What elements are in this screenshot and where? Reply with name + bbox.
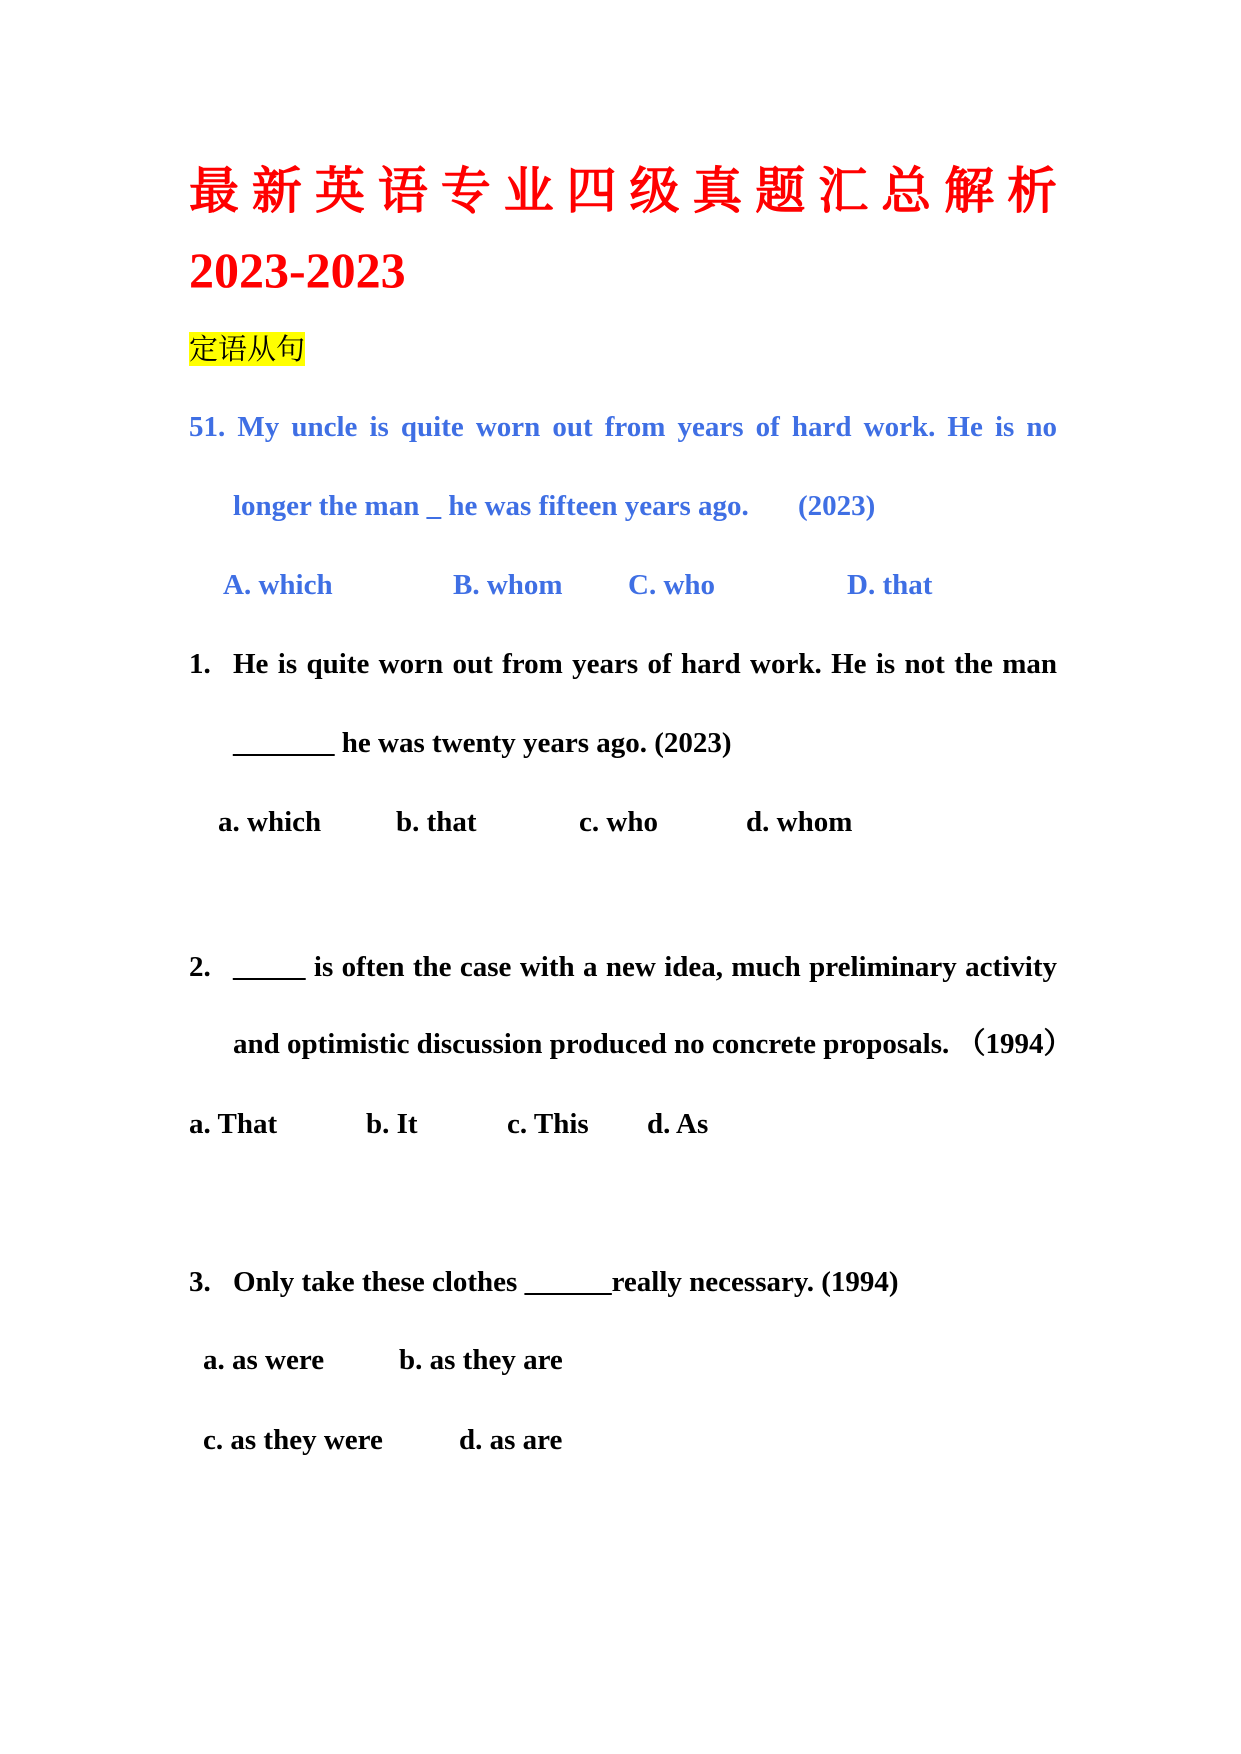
question-year: (1994): [821, 1266, 899, 1298]
question-line-2: [233, 726, 732, 760]
question-year: (2023): [798, 490, 876, 522]
question-line-2: [233, 1027, 1073, 1061]
option-a: a. which: [218, 806, 322, 838]
section-heading-row: [189, 332, 305, 366]
option-c: c. who: [579, 806, 658, 838]
question-text: Only take these clothes ______really necessary.: [233, 1266, 815, 1298]
question-number: 51.: [189, 411, 226, 443]
section-heading: 定语从句: [189, 332, 306, 366]
option-d: d. whom: [746, 806, 853, 838]
question-number: 3.: [189, 1266, 211, 1298]
option-b: b. It: [366, 1108, 418, 1140]
option-d: d. as are: [459, 1424, 563, 1456]
question-year: (2023): [654, 727, 732, 759]
option-b: B. whom: [453, 569, 563, 601]
question-line-1: [189, 410, 1057, 444]
option-c: C. who: [628, 569, 716, 601]
option-a: A. which: [223, 569, 333, 601]
question-number: 2.: [189, 951, 211, 983]
option-d: D. that: [847, 569, 933, 601]
question-line-1: _____ is often the case with a new idea, much preliminary activity: [233, 951, 1057, 983]
question-text: My uncle is quite worn out from years of hard work. He is no: [237, 411, 1058, 443]
option-c: c. This: [507, 1108, 589, 1140]
question-text: and optimistic discussion produced no concrete proposals.: [233, 1028, 950, 1060]
question-text: _______ he was twenty years ago.: [233, 727, 648, 759]
question-number: 1.: [189, 648, 211, 680]
option-b: b. as they are: [399, 1344, 563, 1376]
option-c: c. as they were: [203, 1424, 383, 1456]
document-title-line-2: 2023-2023: [189, 242, 406, 298]
question-line-2: longer the man _ he was fifteen years ago.: [233, 490, 749, 522]
option-a: a. That: [189, 1108, 278, 1140]
question-line-1: He is quite worn out from years of hard work. He is not the man: [233, 648, 1057, 680]
question-year: （1994）: [956, 1028, 1073, 1060]
option-d: d. As: [647, 1108, 709, 1140]
document-title-line-1: 最新英语专业四级真题汇总解析: [189, 163, 1057, 219]
option-b: b. that: [396, 806, 477, 838]
question-line-1: [233, 1265, 899, 1299]
option-a: a. as were: [203, 1344, 325, 1376]
